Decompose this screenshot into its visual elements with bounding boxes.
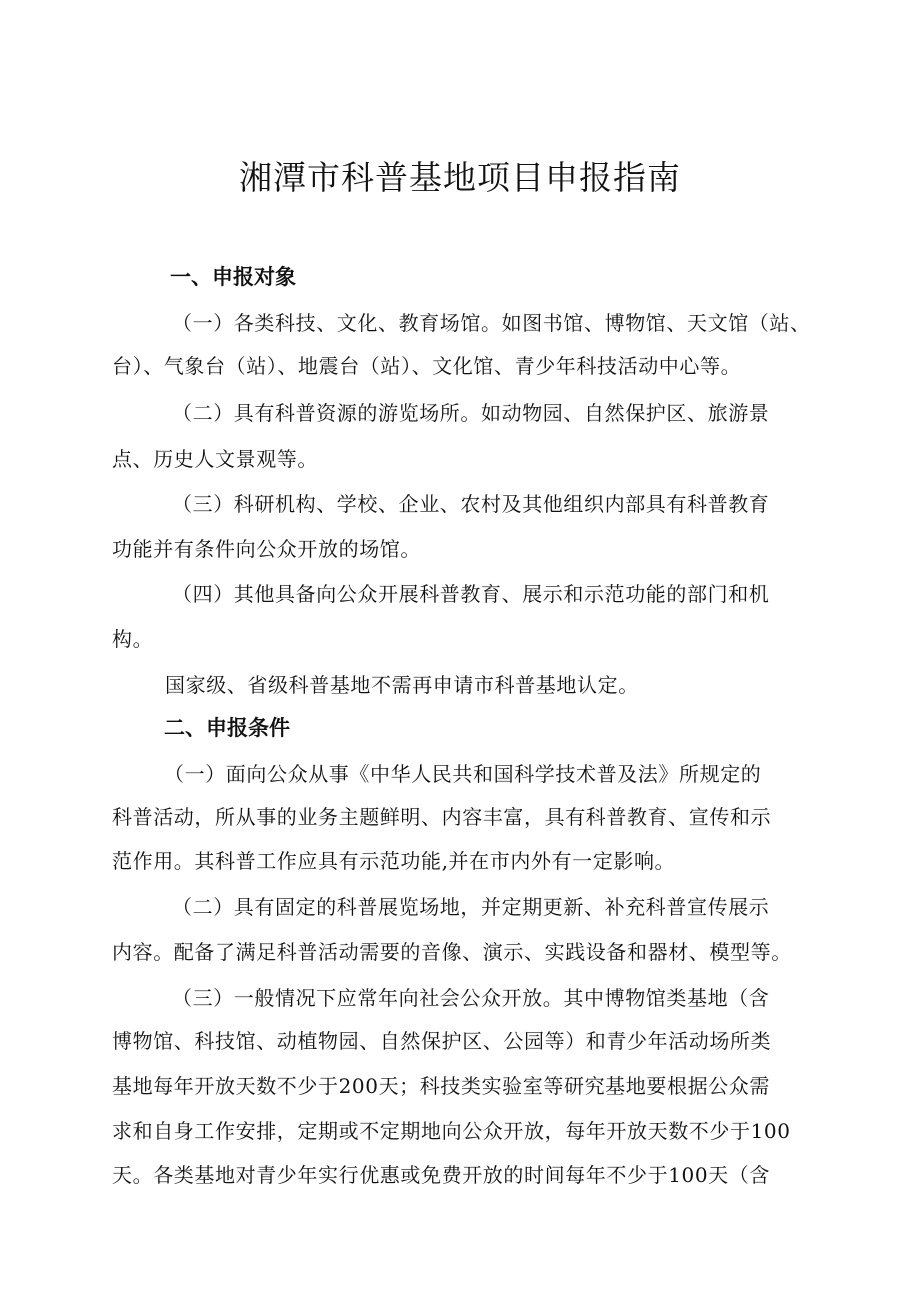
paragraph-line: （四）其他具备向公众开展科普教育、展示和示范功能的部门和机 (172, 582, 770, 606)
note-line: 国家级、省级科普基地不需再申请市科普基地认定。 (165, 673, 639, 697)
paragraph-line: 构。 (112, 627, 154, 651)
paragraph-line: （一）面向公众从事《中华人民共和国科学技术普及法》所规定的 (164, 762, 762, 786)
paragraph-line: 点、历史人文景观等。 (112, 447, 318, 471)
section-heading-objects: 一、申报对象 (170, 265, 296, 289)
paragraph-line: （三）科研机构、学校、企业、农村及其他组织内部具有科普教育 (172, 492, 770, 516)
paragraph-line: （一）各类科技、文化、教育场馆。如图书馆、博物馆、天文馆（站、 (172, 311, 811, 335)
paragraph-line: 天。各类基地对青少年实行优惠或免费开放的时间每年不少于100天（含 (112, 1163, 770, 1187)
paragraph-line: 科普活动，所从事的业务主题鲜明、内容丰富，具有科普教育、宣传和示 (112, 805, 772, 829)
paragraph-line: 内容。配备了满足科普活动需要的音像、演示、实践设备和器材、模型等。 (112, 940, 792, 964)
paragraph-line: 博物馆、科技馆、动植物园、自然保护区、公园等）和青少年活动场所类 (112, 1029, 772, 1053)
paragraph-line: （三）一般情况下应常年向社会公众开放。其中博物馆类基地（含 (172, 986, 770, 1010)
paragraph-line: 基地每年开放天数不少于200天；科技类实验室等研究基地要根据公众需 (112, 1074, 770, 1098)
document-title: 湘潭市科普基地项目申报指南 (239, 158, 681, 197)
paragraph-line: （二）具有科普资源的游览场所。如动物园、自然保护区、旅游景 (172, 401, 770, 425)
section-heading-conditions: 二、申报条件 (164, 716, 290, 740)
paragraph-line: 范作用。其科普工作应具有示范功能,并在市内外有一定影响。 (112, 849, 676, 873)
paragraph-line: （二）具有固定的科普展览场地，并定期更新、补充科普宣传展示 (172, 895, 770, 919)
paragraph-line: 台）、气象台（站）、地震台（站）、文化馆、青少年科技活动中心等。 (112, 354, 742, 378)
paragraph-line: 功能并有条件向公众开放的场馆。 (112, 537, 421, 561)
paragraph-line: 求和自身工作安排，定期或不定期地向公众开放，每年开放天数不少于100 (112, 1119, 791, 1143)
